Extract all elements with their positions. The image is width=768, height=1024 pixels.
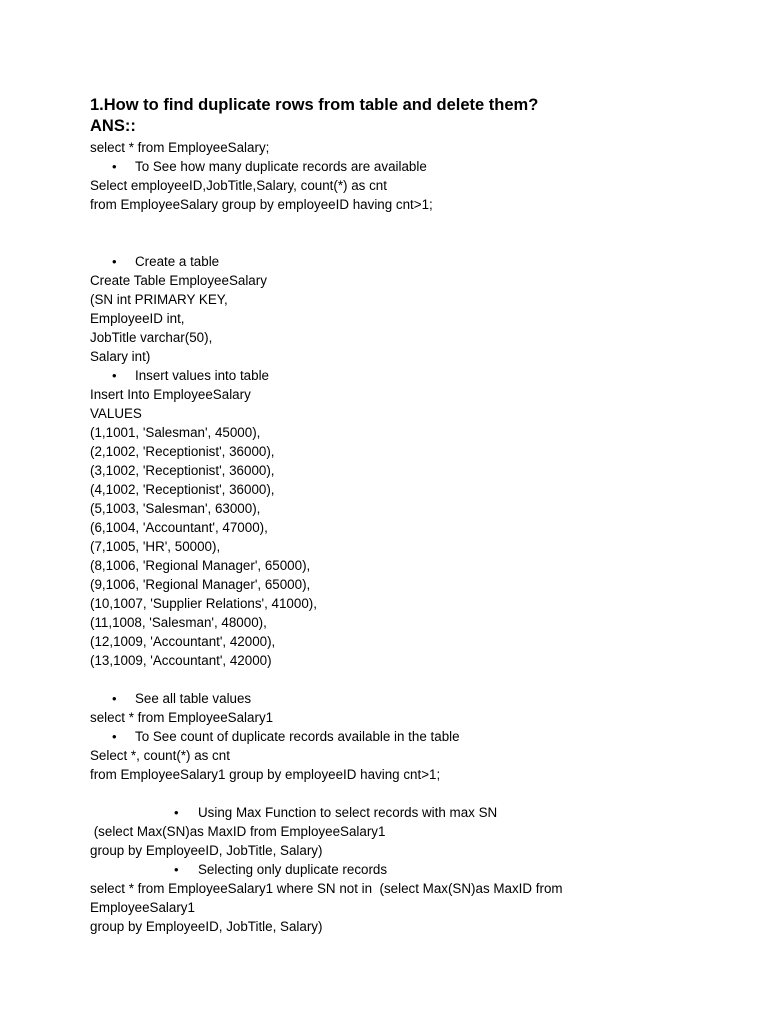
- blank-line: [90, 214, 710, 233]
- code-line: from EmployeeSalary group by employeeID having cnt>1;: [90, 197, 433, 212]
- values-line: (8,1006, 'Regional Manager', 65000),: [90, 558, 311, 573]
- bullet-text: Insert values into table: [135, 368, 269, 383]
- code-line: EmployeeSalary1: [90, 900, 195, 915]
- code-line: EmployeeID int,: [90, 311, 185, 326]
- values-line: (13,1009, 'Accountant', 42000): [90, 653, 272, 668]
- document-body: [90, 94, 710, 936]
- values-line: (9,1006, 'Regional Manager', 65000),: [90, 577, 311, 592]
- code-line: Select *, count(*) as cnt: [90, 748, 230, 763]
- code-line: select * from EmployeeSalary1 where SN not in (select Max(SN)as MaxID from: [90, 881, 563, 896]
- bullet-icon: •: [174, 805, 179, 820]
- bullet-icon: •: [112, 159, 117, 174]
- bullet-icon: •: [112, 254, 117, 269]
- code-line: Insert Into EmployeeSalary: [90, 387, 251, 402]
- bullet-item: [90, 252, 710, 271]
- values-line: (12,1009, 'Accountant', 42000),: [90, 634, 276, 649]
- values-line: (4,1002, 'Receptionist', 36000),: [90, 482, 275, 497]
- code-line: select * from EmployeeSalary;: [90, 140, 270, 155]
- bullet-icon: •: [112, 729, 117, 744]
- values-line: (6,1004, 'Accountant', 47000),: [90, 520, 268, 535]
- code-line: group by EmployeeID, JobTitle, Salary): [90, 843, 323, 858]
- values-line: (5,1003, 'Salesman', 63000),: [90, 501, 261, 516]
- bullet-text: Create a table: [135, 254, 220, 269]
- values-line: (3,1002, 'Receptionist', 36000),: [90, 463, 275, 478]
- code-line: (select Max(SN)as MaxID from EmployeeSalary1: [90, 824, 386, 839]
- bullet-text: See all table values: [135, 691, 252, 706]
- blank-line: [90, 233, 710, 252]
- bullet-icon: •: [174, 862, 179, 877]
- bullet-item: [90, 727, 710, 746]
- code-line: VALUES: [90, 406, 142, 421]
- values-line: (7,1005, 'HR', 50000),: [90, 539, 221, 554]
- values-line: (2,1002, 'Receptionist', 36000),: [90, 444, 275, 459]
- code-line: Salary int): [90, 349, 151, 364]
- bullet-icon: •: [112, 691, 117, 706]
- code-line: Select employeeID,JobTitle,Salary, count(*) as cnt: [90, 178, 387, 193]
- code-line: group by EmployeeID, JobTitle, Salary): [90, 919, 323, 934]
- question-title: 1.How to find duplicate rows from table and delete them?: [90, 96, 539, 114]
- code-line: Create Table EmployeeSalary: [90, 273, 267, 288]
- bullet-item: [90, 860, 710, 879]
- bullet-text: Using Max Function to select records with max SN: [198, 805, 498, 820]
- bullet-icon: •: [112, 368, 117, 383]
- code-line: (SN int PRIMARY KEY,: [90, 292, 228, 307]
- bullet-text: To See count of duplicate records available in the table: [135, 729, 460, 744]
- values-line: (11,1008, 'Salesman', 48000),: [90, 615, 267, 630]
- bullet-text: Selecting only duplicate records: [198, 862, 388, 877]
- blank-line: [90, 784, 710, 803]
- bullet-item: [90, 689, 710, 708]
- code-line: select * from EmployeeSalary1: [90, 710, 274, 725]
- values-line: (10,1007, 'Supplier Relations', 41000),: [90, 596, 317, 611]
- code-line: from EmployeeSalary1 group by employeeID having cnt>1;: [90, 767, 441, 782]
- bullet-item: [90, 803, 710, 822]
- bullet-text: To See how many duplicate records are available: [135, 159, 427, 174]
- answer-label: ANS::: [90, 117, 136, 135]
- code-line: JobTitle varchar(50),: [90, 330, 213, 345]
- bullet-item: [90, 157, 710, 176]
- blank-line: [90, 670, 710, 689]
- values-line: (1,1001, 'Salesman', 45000),: [90, 425, 261, 440]
- bullet-item: [90, 366, 710, 385]
